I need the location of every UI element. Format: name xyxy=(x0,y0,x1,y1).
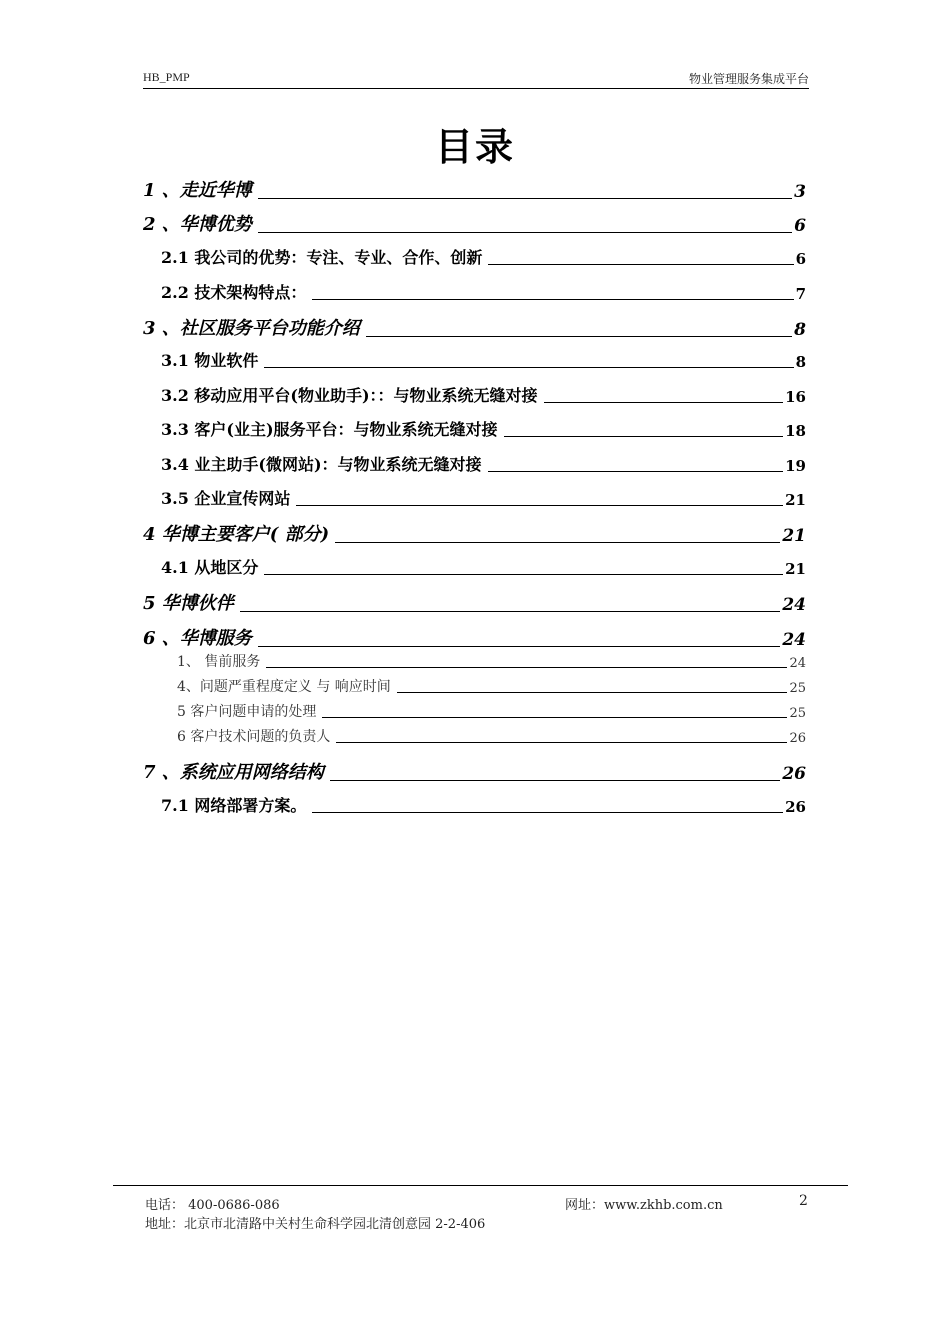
toc-leader-line xyxy=(322,716,787,718)
toc-entry-title: 6 、华博服务 xyxy=(143,628,252,649)
toc-entry-page: 8 xyxy=(795,353,806,371)
toc-entry[interactable] xyxy=(143,210,806,236)
toc-leader-line xyxy=(266,666,787,668)
toc-leader-line xyxy=(258,645,781,647)
toc-leader-line xyxy=(312,298,793,300)
toc-entry-title: 1、 售前服务 xyxy=(177,654,261,670)
toc-entry[interactable] xyxy=(161,280,806,303)
toc-entry[interactable] xyxy=(143,624,806,650)
toc-entry[interactable] xyxy=(177,676,806,696)
toc-entry-title: 3.1 物业软件 xyxy=(161,351,259,370)
toc-title: 目录 xyxy=(434,124,515,169)
toc-leader-line xyxy=(330,779,781,781)
toc-entry-title: 5 华博伙伴 xyxy=(143,593,234,614)
toc-entry-page: 26 xyxy=(782,764,806,784)
toc-entry-title: 3.3 客户(业主)服务平台：与物业系统无缝对接 xyxy=(161,420,498,439)
toc-entry-page: 21 xyxy=(785,560,806,578)
toc-entry[interactable] xyxy=(143,314,806,340)
toc-leader-line xyxy=(312,811,783,813)
toc-entry-page: 18 xyxy=(785,422,806,440)
toc-entry[interactable] xyxy=(161,452,806,475)
toc-entry[interactable] xyxy=(177,651,806,671)
footer-page-number: 2 xyxy=(799,1193,808,1209)
toc-entry-page: 24 xyxy=(782,630,806,650)
toc-entry-title: 4、问题严重程度定义 与 响应时间 xyxy=(177,679,391,695)
toc-entry-page: 8 xyxy=(794,320,806,340)
toc-entry-page: 24 xyxy=(782,595,806,615)
toc-entry-title: 2 、华博优势 xyxy=(143,214,252,235)
toc-leader-line xyxy=(296,504,783,506)
toc-entry-title: 7 、系统应用网络结构 xyxy=(143,762,324,783)
toc-entry-title: 2.1 我公司的优势：专注、专业、合作、创新 xyxy=(161,248,483,267)
toc-entry-title: 4.1 从地区分 xyxy=(161,558,259,577)
toc-entry[interactable] xyxy=(161,555,806,578)
toc-leader-line xyxy=(264,573,783,575)
toc-entry[interactable] xyxy=(143,176,806,202)
toc-entry-page: 6 xyxy=(794,216,806,236)
toc-leader-line xyxy=(397,691,788,693)
footer-phone: 电话： 400-0686-086 xyxy=(145,1198,280,1213)
toc-entry-title: 3.5 企业宣传网站 xyxy=(161,489,291,508)
toc-entry[interactable] xyxy=(177,701,806,721)
toc-entry-page: 6 xyxy=(795,250,806,268)
header-doc-code: HB_PMP xyxy=(143,70,190,84)
toc-entry[interactable] xyxy=(161,383,806,406)
toc-entry-page: 24 xyxy=(789,656,806,671)
toc-entry[interactable] xyxy=(161,793,806,816)
toc-entry[interactable] xyxy=(161,486,806,509)
toc-entry-title: 6 客户技术问题的负责人 xyxy=(177,729,331,745)
toc-entry-page: 21 xyxy=(785,491,806,509)
toc-entry-page: 25 xyxy=(789,706,806,721)
toc-leader-line xyxy=(488,263,793,265)
header-doc-title: 物业管理服务集成平台 xyxy=(688,72,809,86)
toc-entry-page: 25 xyxy=(789,681,806,696)
page-header xyxy=(143,68,809,89)
toc-entry-title: 3.2 移动应用平台(物业助手)：：与物业系统无缝对接 xyxy=(161,386,538,405)
toc-leader-line xyxy=(258,231,792,233)
toc-entry-page: 3 xyxy=(794,182,806,202)
toc-leader-line xyxy=(504,435,784,437)
toc-entry-title: 5 客户问题申请的处理 xyxy=(177,704,317,720)
toc-entry-title: 2.2 技术架构特点： xyxy=(161,283,307,302)
toc-leader-line xyxy=(264,366,793,368)
toc-entry[interactable] xyxy=(143,520,806,546)
toc-entry[interactable] xyxy=(177,726,806,746)
toc-entry[interactable] xyxy=(161,348,806,371)
toc-entry-page: 7 xyxy=(795,285,806,303)
toc-entry-page: 19 xyxy=(785,457,806,475)
page-footer xyxy=(113,1185,848,1232)
toc-entry-title: 3.4 业主助手(微网站)：与物业系统无缝对接 xyxy=(161,455,482,474)
toc-leader-line xyxy=(336,741,787,743)
toc-entry-page: 16 xyxy=(785,388,806,406)
toc-entry-page: 26 xyxy=(785,798,806,816)
toc-entry-page: 26 xyxy=(789,731,806,746)
toc-leader-line xyxy=(335,541,780,543)
toc-leader-line xyxy=(544,401,784,403)
toc-entry[interactable] xyxy=(161,417,806,440)
toc-leader-line xyxy=(240,610,781,612)
toc-leader-line xyxy=(258,197,792,199)
toc-entry[interactable] xyxy=(143,589,806,615)
toc-leader-line xyxy=(488,470,784,472)
toc-entry-title: 3 、社区服务平台功能介绍 xyxy=(143,318,360,339)
toc-entry[interactable] xyxy=(161,245,806,268)
footer-address: 地址：北京市北清路中关村生命科学园北清创意园 2-2-406 xyxy=(145,1217,486,1232)
toc-entry-page: 21 xyxy=(782,526,806,546)
footer-website: 网址：www.zkhb.com.cn xyxy=(565,1198,723,1213)
toc-entry-title: 4 华博主要客户( 部分) xyxy=(143,524,330,545)
toc-entry-title: 7.1 网络部署方案。 xyxy=(161,796,307,815)
toc-entry[interactable] xyxy=(143,758,806,784)
toc-entry-title: 1 、走近华博 xyxy=(143,180,252,201)
toc-leader-line xyxy=(366,335,792,337)
